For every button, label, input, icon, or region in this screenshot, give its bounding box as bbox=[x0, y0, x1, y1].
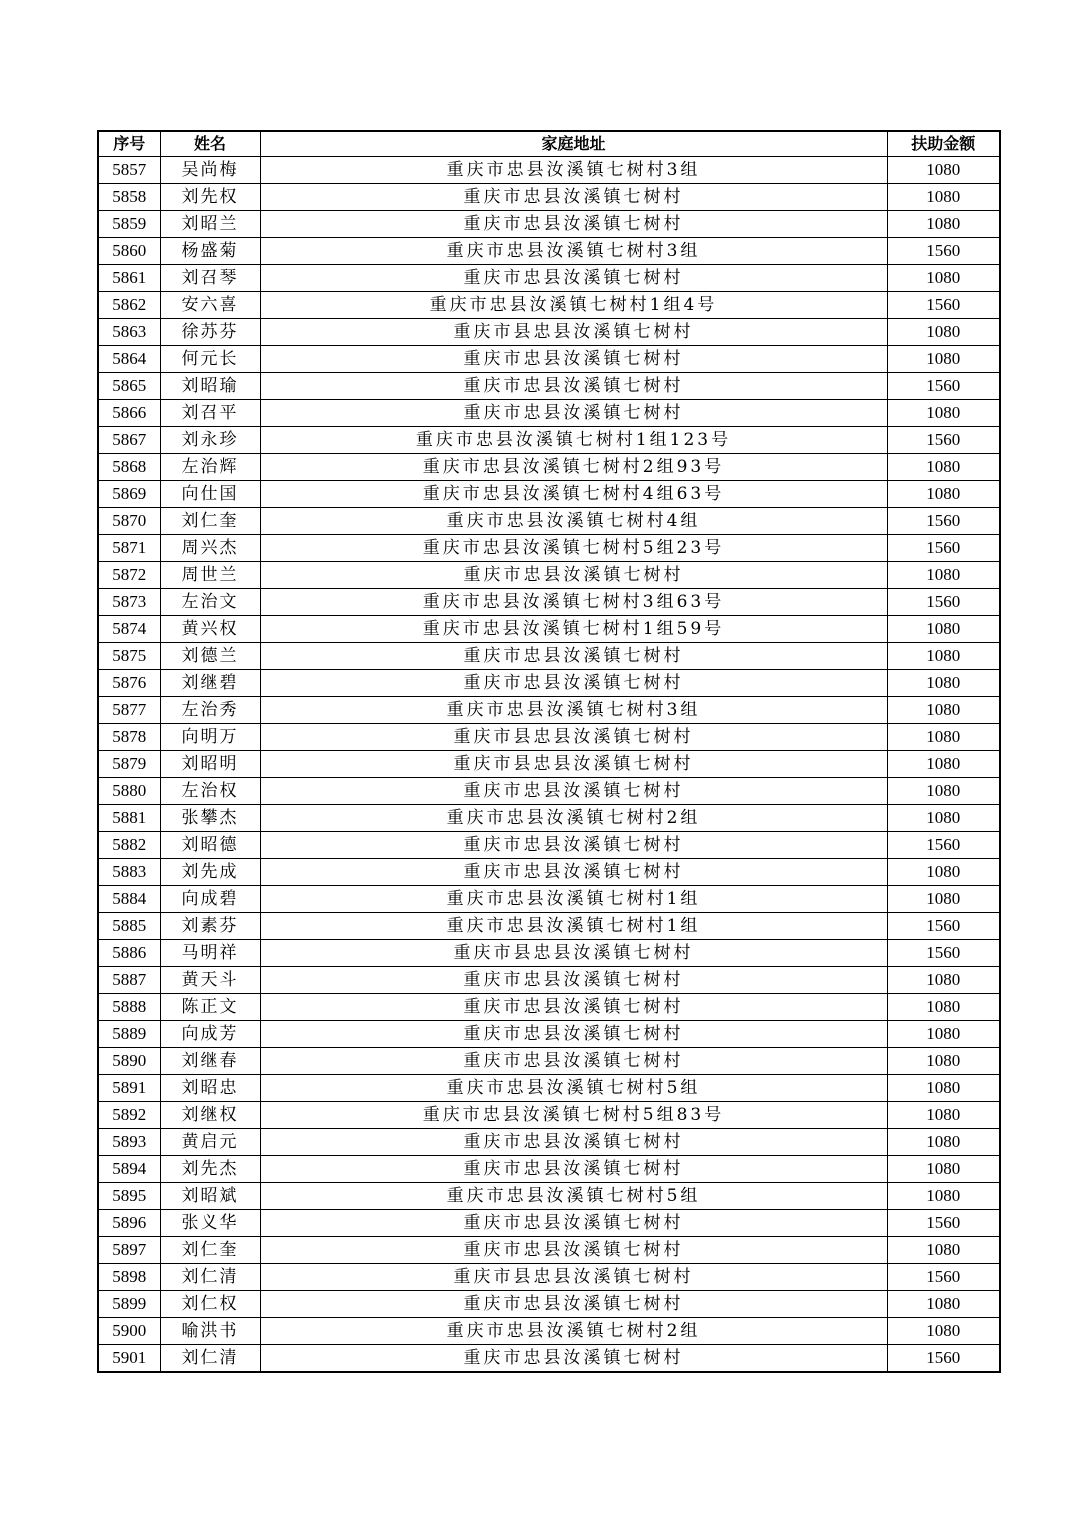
cell-seq: 5866 bbox=[98, 400, 160, 427]
cell-name: 向仕国 bbox=[160, 481, 260, 508]
table-row bbox=[98, 535, 1000, 562]
cell-address: 重庆市忠县汝溪镇七树村4组63号 bbox=[260, 481, 887, 508]
cell-seq: 5864 bbox=[98, 346, 160, 373]
cell-amount: 1080 bbox=[887, 643, 1000, 670]
cell-seq: 5863 bbox=[98, 319, 160, 346]
cell-address: 重庆市忠县汝溪镇七树村 bbox=[260, 373, 887, 400]
cell-seq: 5901 bbox=[98, 1345, 160, 1373]
cell-amount: 1080 bbox=[887, 1021, 1000, 1048]
cell-seq: 5895 bbox=[98, 1183, 160, 1210]
cell-address: 重庆市忠县汝溪镇七树村1组 bbox=[260, 913, 887, 940]
table-row bbox=[98, 238, 1000, 265]
table-row bbox=[98, 940, 1000, 967]
cell-seq: 5860 bbox=[98, 238, 160, 265]
cell-address: 重庆市忠县汝溪镇七树村2组 bbox=[260, 805, 887, 832]
cell-seq: 5879 bbox=[98, 751, 160, 778]
cell-seq: 5892 bbox=[98, 1102, 160, 1129]
cell-seq: 5890 bbox=[98, 1048, 160, 1075]
cell-address: 重庆市县忠县汝溪镇七树村 bbox=[260, 319, 887, 346]
table-row bbox=[98, 1264, 1000, 1291]
column-header-seq: 序号 bbox=[98, 131, 160, 157]
table-row bbox=[98, 1210, 1000, 1237]
cell-seq: 5891 bbox=[98, 1075, 160, 1102]
table-row bbox=[98, 1318, 1000, 1345]
cell-seq: 5900 bbox=[98, 1318, 160, 1345]
table-row bbox=[98, 832, 1000, 859]
cell-amount: 1080 bbox=[887, 616, 1000, 643]
cell-name: 周兴杰 bbox=[160, 535, 260, 562]
table-row bbox=[98, 1075, 1000, 1102]
cell-seq: 5888 bbox=[98, 994, 160, 1021]
cell-amount: 1560 bbox=[887, 913, 1000, 940]
cell-name: 刘先杰 bbox=[160, 1156, 260, 1183]
cell-seq: 5858 bbox=[98, 184, 160, 211]
cell-amount: 1080 bbox=[887, 724, 1000, 751]
cell-seq: 5885 bbox=[98, 913, 160, 940]
cell-name: 喻洪书 bbox=[160, 1318, 260, 1345]
cell-seq: 5872 bbox=[98, 562, 160, 589]
cell-amount: 1080 bbox=[887, 184, 1000, 211]
cell-address: 重庆市忠县汝溪镇七树村2组93号 bbox=[260, 454, 887, 481]
cell-amount: 1560 bbox=[887, 238, 1000, 265]
cell-address: 重庆市忠县汝溪镇七树村 bbox=[260, 778, 887, 805]
table-row bbox=[98, 616, 1000, 643]
cell-address: 重庆市县忠县汝溪镇七树村 bbox=[260, 1264, 887, 1291]
cell-name: 刘召平 bbox=[160, 400, 260, 427]
cell-amount: 1560 bbox=[887, 292, 1000, 319]
cell-seq: 5862 bbox=[98, 292, 160, 319]
column-header-amount: 扶助金额 bbox=[887, 131, 1000, 157]
table-row bbox=[98, 913, 1000, 940]
cell-seq: 5865 bbox=[98, 373, 160, 400]
cell-amount: 1080 bbox=[887, 886, 1000, 913]
table-row bbox=[98, 1156, 1000, 1183]
table-header bbox=[98, 131, 1000, 157]
cell-seq: 5859 bbox=[98, 211, 160, 238]
cell-address: 重庆市忠县汝溪镇七树村 bbox=[260, 1345, 887, 1373]
cell-address: 重庆市忠县汝溪镇七树村 bbox=[260, 643, 887, 670]
cell-name: 刘仁权 bbox=[160, 1291, 260, 1318]
cell-address: 重庆市忠县汝溪镇七树村5组 bbox=[260, 1075, 887, 1102]
table-row bbox=[98, 373, 1000, 400]
cell-name: 刘先权 bbox=[160, 184, 260, 211]
table-row bbox=[98, 967, 1000, 994]
cell-amount: 1560 bbox=[887, 427, 1000, 454]
cell-name: 刘继春 bbox=[160, 1048, 260, 1075]
cell-amount: 1560 bbox=[887, 1210, 1000, 1237]
cell-address: 重庆市忠县汝溪镇七树村 bbox=[260, 994, 887, 1021]
cell-address: 重庆市忠县汝溪镇七树村5组83号 bbox=[260, 1102, 887, 1129]
cell-name: 刘昭兰 bbox=[160, 211, 260, 238]
cell-amount: 1080 bbox=[887, 211, 1000, 238]
cell-address: 重庆市忠县汝溪镇七树村 bbox=[260, 1210, 887, 1237]
cell-seq: 5898 bbox=[98, 1264, 160, 1291]
cell-address: 重庆市忠县汝溪镇七树村1组59号 bbox=[260, 616, 887, 643]
cell-name: 徐苏芬 bbox=[160, 319, 260, 346]
cell-amount: 1080 bbox=[887, 1102, 1000, 1129]
cell-address: 重庆市忠县汝溪镇七树村 bbox=[260, 184, 887, 211]
cell-address: 重庆市忠县汝溪镇七树村 bbox=[260, 1291, 887, 1318]
cell-name: 刘素芬 bbox=[160, 913, 260, 940]
table-row bbox=[98, 1048, 1000, 1075]
cell-seq: 5881 bbox=[98, 805, 160, 832]
table-row bbox=[98, 292, 1000, 319]
cell-amount: 1080 bbox=[887, 1183, 1000, 1210]
column-header-address: 家庭地址 bbox=[260, 131, 887, 157]
cell-address: 重庆市县忠县汝溪镇七树村 bbox=[260, 724, 887, 751]
assistance-roster-table bbox=[97, 130, 1001, 1373]
cell-address: 重庆市忠县汝溪镇七树村 bbox=[260, 265, 887, 292]
cell-amount: 1080 bbox=[887, 805, 1000, 832]
cell-amount: 1560 bbox=[887, 589, 1000, 616]
table-row bbox=[98, 400, 1000, 427]
cell-name: 刘继碧 bbox=[160, 670, 260, 697]
cell-amount: 1080 bbox=[887, 319, 1000, 346]
cell-name: 刘德兰 bbox=[160, 643, 260, 670]
cell-name: 陈正文 bbox=[160, 994, 260, 1021]
cell-seq: 5889 bbox=[98, 1021, 160, 1048]
cell-name: 周世兰 bbox=[160, 562, 260, 589]
cell-address: 重庆市忠县汝溪镇七树村 bbox=[260, 832, 887, 859]
table-row bbox=[98, 643, 1000, 670]
cell-name: 马明祥 bbox=[160, 940, 260, 967]
cell-amount: 1080 bbox=[887, 481, 1000, 508]
cell-name: 刘昭瑜 bbox=[160, 373, 260, 400]
cell-name: 张义华 bbox=[160, 1210, 260, 1237]
cell-address: 重庆市忠县汝溪镇七树村 bbox=[260, 859, 887, 886]
cell-name: 黄天斗 bbox=[160, 967, 260, 994]
cell-name: 左治秀 bbox=[160, 697, 260, 724]
cell-address: 重庆市忠县汝溪镇七树村 bbox=[260, 346, 887, 373]
table-row bbox=[98, 670, 1000, 697]
table-row bbox=[98, 265, 1000, 292]
cell-address: 重庆市忠县汝溪镇七树村2组 bbox=[260, 1318, 887, 1345]
cell-amount: 1080 bbox=[887, 1156, 1000, 1183]
cell-address: 重庆市忠县汝溪镇七树村 bbox=[260, 562, 887, 589]
table-body bbox=[98, 157, 1000, 1373]
table-row bbox=[98, 1291, 1000, 1318]
cell-amount: 1560 bbox=[887, 508, 1000, 535]
cell-name: 杨盛菊 bbox=[160, 238, 260, 265]
table-row bbox=[98, 1102, 1000, 1129]
cell-amount: 1080 bbox=[887, 1048, 1000, 1075]
table-row bbox=[98, 1021, 1000, 1048]
cell-name: 刘仁奎 bbox=[160, 1237, 260, 1264]
cell-address: 重庆市忠县汝溪镇七树村1组 bbox=[260, 886, 887, 913]
cell-seq: 5869 bbox=[98, 481, 160, 508]
cell-address: 重庆市忠县汝溪镇七树村3组 bbox=[260, 157, 887, 184]
cell-address: 重庆市忠县汝溪镇七树村5组 bbox=[260, 1183, 887, 1210]
table-row bbox=[98, 751, 1000, 778]
cell-address: 重庆市忠县汝溪镇七树村 bbox=[260, 670, 887, 697]
cell-address: 重庆市县忠县汝溪镇七树村 bbox=[260, 751, 887, 778]
cell-address: 重庆市忠县汝溪镇七树村3组63号 bbox=[260, 589, 887, 616]
cell-seq: 5897 bbox=[98, 1237, 160, 1264]
cell-address: 重庆市忠县汝溪镇七树村3组 bbox=[260, 238, 887, 265]
table-row bbox=[98, 346, 1000, 373]
cell-address: 重庆市忠县汝溪镇七树村1组4号 bbox=[260, 292, 887, 319]
table-row bbox=[98, 778, 1000, 805]
cell-seq: 5875 bbox=[98, 643, 160, 670]
cell-amount: 1080 bbox=[887, 346, 1000, 373]
cell-name: 刘永珍 bbox=[160, 427, 260, 454]
cell-name: 刘昭斌 bbox=[160, 1183, 260, 1210]
cell-address: 重庆市忠县汝溪镇七树村3组 bbox=[260, 697, 887, 724]
cell-amount: 1080 bbox=[887, 157, 1000, 184]
cell-amount: 1080 bbox=[887, 994, 1000, 1021]
cell-amount: 1080 bbox=[887, 1075, 1000, 1102]
cell-address: 重庆市忠县汝溪镇七树村5组23号 bbox=[260, 535, 887, 562]
cell-name: 安六喜 bbox=[160, 292, 260, 319]
cell-amount: 1080 bbox=[887, 967, 1000, 994]
cell-amount: 1080 bbox=[887, 454, 1000, 481]
cell-amount: 1080 bbox=[887, 1237, 1000, 1264]
cell-name: 向成碧 bbox=[160, 886, 260, 913]
cell-name: 刘昭忠 bbox=[160, 1075, 260, 1102]
cell-seq: 5877 bbox=[98, 697, 160, 724]
cell-seq: 5893 bbox=[98, 1129, 160, 1156]
table-row bbox=[98, 508, 1000, 535]
cell-amount: 1080 bbox=[887, 562, 1000, 589]
cell-seq: 5880 bbox=[98, 778, 160, 805]
cell-name: 吴尚梅 bbox=[160, 157, 260, 184]
cell-seq: 5857 bbox=[98, 157, 160, 184]
cell-name: 左治辉 bbox=[160, 454, 260, 481]
cell-amount: 1560 bbox=[887, 1345, 1000, 1373]
table-row bbox=[98, 805, 1000, 832]
cell-name: 刘昭明 bbox=[160, 751, 260, 778]
cell-address: 重庆市忠县汝溪镇七树村1组123号 bbox=[260, 427, 887, 454]
table-row bbox=[98, 1345, 1000, 1373]
cell-name: 何元长 bbox=[160, 346, 260, 373]
table-row bbox=[98, 184, 1000, 211]
cell-seq: 5896 bbox=[98, 1210, 160, 1237]
cell-address: 重庆市忠县汝溪镇七树村 bbox=[260, 1237, 887, 1264]
cell-name: 向成芳 bbox=[160, 1021, 260, 1048]
cell-amount: 1560 bbox=[887, 1264, 1000, 1291]
cell-amount: 1560 bbox=[887, 832, 1000, 859]
cell-name: 黄兴权 bbox=[160, 616, 260, 643]
cell-seq: 5876 bbox=[98, 670, 160, 697]
table-row bbox=[98, 994, 1000, 1021]
cell-name: 刘仁清 bbox=[160, 1264, 260, 1291]
table-row bbox=[98, 562, 1000, 589]
table-row bbox=[98, 481, 1000, 508]
cell-seq: 5878 bbox=[98, 724, 160, 751]
cell-amount: 1080 bbox=[887, 1129, 1000, 1156]
cell-address: 重庆市忠县汝溪镇七树村 bbox=[260, 1048, 887, 1075]
cell-amount: 1080 bbox=[887, 778, 1000, 805]
cell-address: 重庆市忠县汝溪镇七树村 bbox=[260, 400, 887, 427]
cell-amount: 1080 bbox=[887, 400, 1000, 427]
cell-name: 张攀杰 bbox=[160, 805, 260, 832]
cell-seq: 5870 bbox=[98, 508, 160, 535]
cell-amount: 1080 bbox=[887, 670, 1000, 697]
table-row bbox=[98, 859, 1000, 886]
cell-seq: 5887 bbox=[98, 967, 160, 994]
table-row bbox=[98, 157, 1000, 184]
cell-name: 向明万 bbox=[160, 724, 260, 751]
table-row bbox=[98, 886, 1000, 913]
cell-amount: 1080 bbox=[887, 859, 1000, 886]
table-row bbox=[98, 454, 1000, 481]
cell-name: 左治文 bbox=[160, 589, 260, 616]
cell-amount: 1080 bbox=[887, 697, 1000, 724]
cell-seq: 5886 bbox=[98, 940, 160, 967]
cell-amount: 1560 bbox=[887, 535, 1000, 562]
cell-seq: 5894 bbox=[98, 1156, 160, 1183]
cell-seq: 5861 bbox=[98, 265, 160, 292]
cell-seq: 5873 bbox=[98, 589, 160, 616]
table-row bbox=[98, 319, 1000, 346]
cell-seq: 5868 bbox=[98, 454, 160, 481]
cell-name: 刘继权 bbox=[160, 1102, 260, 1129]
table-row bbox=[98, 724, 1000, 751]
table-row bbox=[98, 1237, 1000, 1264]
cell-address: 重庆市忠县汝溪镇七树村 bbox=[260, 1021, 887, 1048]
cell-name: 刘昭德 bbox=[160, 832, 260, 859]
cell-address: 重庆市忠县汝溪镇七树村 bbox=[260, 967, 887, 994]
cell-address: 重庆市忠县汝溪镇七树村 bbox=[260, 1129, 887, 1156]
cell-address: 重庆市忠县汝溪镇七树村 bbox=[260, 211, 887, 238]
cell-name: 刘仁奎 bbox=[160, 508, 260, 535]
table-row bbox=[98, 211, 1000, 238]
table-row bbox=[98, 427, 1000, 454]
cell-address: 重庆市忠县汝溪镇七树村4组 bbox=[260, 508, 887, 535]
cell-amount: 1560 bbox=[887, 940, 1000, 967]
column-header-name: 姓名 bbox=[160, 131, 260, 157]
cell-seq: 5871 bbox=[98, 535, 160, 562]
table-row bbox=[98, 1183, 1000, 1210]
cell-seq: 5883 bbox=[98, 859, 160, 886]
cell-amount: 1080 bbox=[887, 751, 1000, 778]
table-row bbox=[98, 1129, 1000, 1156]
table-row bbox=[98, 589, 1000, 616]
cell-name: 刘召琴 bbox=[160, 265, 260, 292]
cell-seq: 5899 bbox=[98, 1291, 160, 1318]
cell-name: 刘仁清 bbox=[160, 1345, 260, 1373]
cell-amount: 1080 bbox=[887, 265, 1000, 292]
cell-seq: 5874 bbox=[98, 616, 160, 643]
cell-name: 刘先成 bbox=[160, 859, 260, 886]
cell-amount: 1560 bbox=[887, 373, 1000, 400]
cell-name: 左治权 bbox=[160, 778, 260, 805]
cell-address: 重庆市忠县汝溪镇七树村 bbox=[260, 1156, 887, 1183]
cell-amount: 1080 bbox=[887, 1318, 1000, 1345]
header-row bbox=[98, 131, 1000, 157]
cell-name: 黄启元 bbox=[160, 1129, 260, 1156]
cell-seq: 5867 bbox=[98, 427, 160, 454]
cell-seq: 5884 bbox=[98, 886, 160, 913]
cell-amount: 1080 bbox=[887, 1291, 1000, 1318]
cell-address: 重庆市县忠县汝溪镇七树村 bbox=[260, 940, 887, 967]
table-row bbox=[98, 697, 1000, 724]
cell-seq: 5882 bbox=[98, 832, 160, 859]
